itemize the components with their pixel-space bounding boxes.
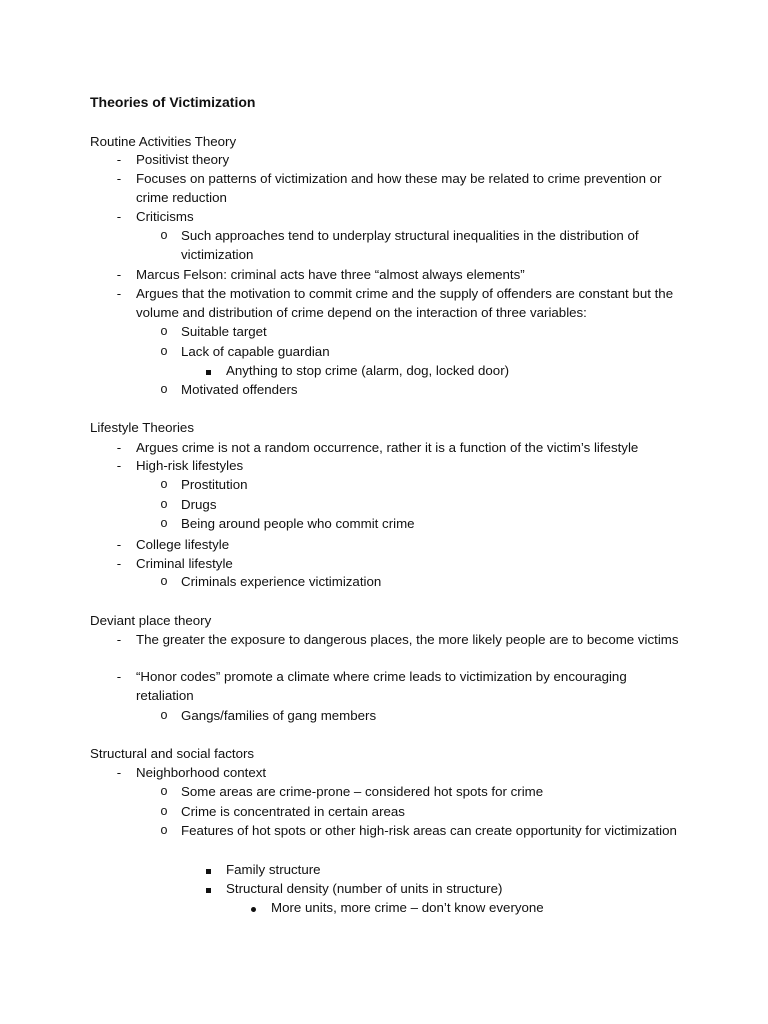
list-item-text: Lack of capable guardian [181, 344, 330, 359]
section-heading-lifestyle: Lifestyle Theories [90, 420, 194, 435]
list-item [160, 475, 681, 494]
circle-marker: o [160, 324, 168, 338]
list-item-text: More units, more crime – don’t know everyone [271, 900, 544, 915]
list-item-text: High-risk lifestyles [136, 458, 244, 473]
list-item [116, 554, 681, 573]
round-bullet-icon [246, 898, 260, 917]
list-item-text: Drugs [181, 497, 217, 512]
list-item-text: Structural density (number of units in structure) [226, 881, 503, 896]
list-item [160, 802, 681, 821]
circle-marker: o [160, 708, 168, 722]
list-item-text: Prostitution [181, 477, 248, 492]
square-bullet-icon [201, 879, 215, 898]
list-item [116, 265, 681, 284]
circle-marker: o [160, 382, 168, 396]
dash-marker: - [116, 537, 122, 552]
list-item [160, 821, 681, 840]
list-item-text: Argues that the motivation to commit crime and the supply of offenders are constant but the volume and distribution of crime depend on the interaction of three variables: [136, 286, 674, 320]
circle-marker: o [160, 497, 168, 511]
list-item [160, 226, 681, 264]
list-item [116, 456, 681, 475]
list-item-text: Crime is concentrated in certain areas [181, 804, 405, 819]
square-bullet-icon [201, 361, 215, 380]
list-item-text: Being around people who commit crime [181, 516, 415, 531]
dash-marker: - [116, 267, 122, 282]
list-item [160, 342, 681, 361]
circle-marker: o [160, 344, 168, 358]
list-item [160, 572, 681, 591]
circle-marker: o [160, 804, 168, 818]
dash-marker: - [116, 209, 122, 224]
list-item [271, 898, 681, 917]
list-item-text: Family structure [226, 862, 321, 877]
dash-marker: - [116, 556, 122, 571]
list-item [116, 667, 681, 705]
list-item-text: Features of hot spots or other high-risk areas can create opportunity for victimization [181, 823, 677, 838]
list-item-text: Positivist theory [136, 152, 230, 167]
list-item [160, 706, 681, 725]
list-item-text: Neighborhood context [136, 765, 267, 780]
list-item [116, 763, 681, 782]
section-heading-structural-social: Structural and social factors [90, 746, 255, 761]
list-item-text: Argues crime is not a random occurrence, rather it is a function of the victim’s lifestyle [136, 440, 639, 455]
list-item-text: Such approaches tend to underplay structural inequalities in the distribution of victimization [181, 228, 639, 262]
square-bullet-icon [201, 860, 215, 879]
dash-marker: - [116, 669, 122, 684]
list-item-text: Anything to stop crime (alarm, dog, locked door) [226, 363, 510, 378]
list-item-text: Suitable target [181, 324, 267, 339]
dash-marker: - [116, 152, 122, 167]
dash-marker: - [116, 440, 122, 455]
list-item-text: Criminals experience victimization [181, 574, 382, 589]
list-item-text: Focuses on patterns of victimization and how these may be related to crime prevention or crime reduction [136, 171, 662, 205]
list-item [116, 284, 681, 322]
dash-marker: - [116, 632, 122, 647]
list-item [226, 860, 681, 879]
circle-marker: o [160, 823, 168, 837]
circle-marker: o [160, 228, 168, 242]
circle-marker: o [160, 477, 168, 491]
list-item-text: The greater the exposure to dangerous places, the more likely people are to become victims [136, 632, 679, 647]
list-item-text: Gangs/families of gang members [181, 708, 377, 723]
list-item [160, 380, 681, 399]
section-heading-deviant-place: Deviant place theory [90, 613, 212, 628]
list-item [116, 535, 681, 554]
list-item-text: Motivated offenders [181, 382, 298, 397]
list-item [160, 514, 681, 533]
list-item [116, 150, 681, 169]
circle-marker: o [160, 574, 168, 588]
dash-marker: - [116, 171, 122, 186]
list-item [226, 361, 681, 380]
list-item-text: Marcus Felson: criminal acts have three “almost always elements” [136, 267, 525, 282]
section-heading-routine-activities: Routine Activities Theory [90, 134, 237, 149]
document-title: Theories of Victimization [90, 94, 256, 110]
list-item-text: Some areas are crime-prone – considered hot spots for crime [181, 784, 544, 799]
list-item [226, 879, 681, 898]
list-item-text: Criminal lifestyle [136, 556, 233, 571]
circle-marker: o [160, 784, 168, 798]
list-item [116, 630, 681, 649]
dash-marker: - [116, 286, 122, 301]
list-item [116, 207, 681, 226]
circle-marker: o [160, 516, 168, 530]
dash-marker: - [116, 765, 122, 780]
list-item-text: Criticisms [136, 209, 194, 224]
list-item [160, 495, 681, 514]
list-item [160, 782, 681, 801]
dash-marker: - [116, 458, 122, 473]
list-item-text: College lifestyle [136, 537, 230, 552]
list-item-text: “Honor codes” promote a climate where crime leads to victimization by encouraging retaliation [136, 669, 627, 703]
list-item [160, 322, 681, 341]
list-item [116, 438, 681, 457]
list-item [116, 169, 681, 207]
